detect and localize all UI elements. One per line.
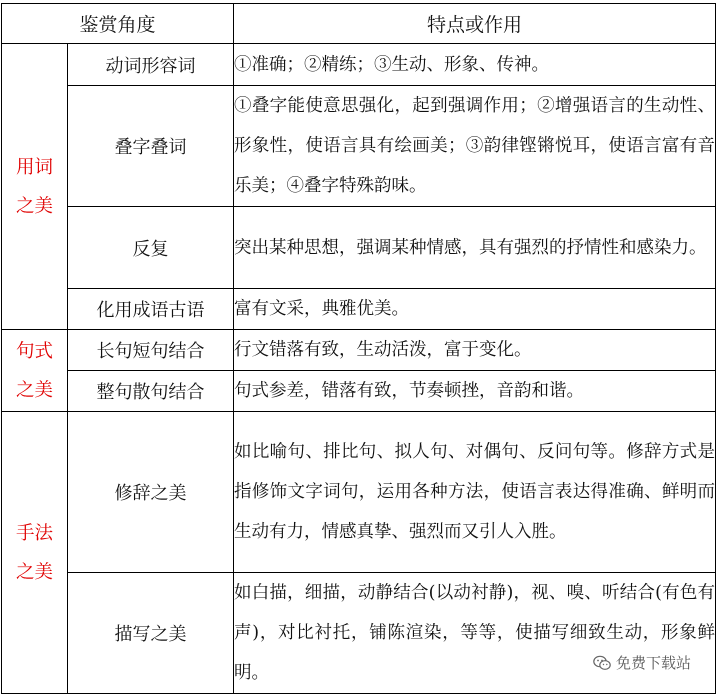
sub-angle: 修辞之美 — [68, 412, 234, 573]
table-row — [2, 371, 716, 412]
appreciation-table — [1, 3, 716, 694]
category-technique — [2, 412, 68, 694]
table-row — [2, 573, 716, 694]
category-sentence-line2: 之美 — [15, 379, 53, 401]
sub-angle: 动词形容词 — [68, 44, 234, 86]
sub-angle: 整句散句结合 — [68, 371, 234, 412]
sub-angle: 叠字叠词 — [68, 86, 234, 207]
header-row — [2, 4, 716, 44]
category-technique-line1: 手法 — [15, 522, 53, 544]
category-word-line1: 用词 — [15, 156, 53, 178]
watermark — [593, 652, 691, 673]
category-word — [2, 44, 68, 330]
header-angle: 鉴赏角度 — [2, 4, 234, 44]
category-technique-line2: 之美 — [15, 561, 53, 583]
table-row — [2, 207, 716, 289]
category-sentence-line1: 句式 — [15, 340, 53, 362]
watermark-text: 免费下载站 — [616, 654, 692, 672]
category-sentence — [2, 330, 68, 412]
wechat-icon — [593, 655, 611, 671]
table-row — [2, 44, 716, 86]
table-row — [2, 289, 716, 330]
sub-angle: 描写之美 — [68, 573, 234, 694]
description: 行文错落有致，生动活泼，富于变化。 — [234, 330, 716, 371]
table-row — [2, 330, 716, 371]
sub-angle: 反复 — [68, 207, 234, 289]
description: 富有文采，典雅优美。 — [234, 289, 716, 330]
description: ①准确；②精练；③生动、形象、传神。 — [234, 44, 716, 86]
description: 句式参差，错落有致，节奏顿挫，音韵和谐。 — [234, 371, 716, 412]
header-feature: 特点或作用 — [234, 4, 716, 44]
description: 如白描，细描，动静结合(以动衬静)，视、嗅、听结合(有色有声)，对比衬托，铺陈渲染，等等，使描写细致生动，形象鲜明。 — [234, 573, 716, 694]
sub-angle: 化用成语古语 — [68, 289, 234, 330]
description: ①叠字能使意思强化，起到强调作用；②增强语言的生动性、形象性，使语言具有绘画美；③韵律铿锵悦耳，使语言富有音乐美；④叠字特殊韵味。 — [234, 86, 716, 207]
table-row — [2, 86, 716, 207]
sub-angle: 长句短句结合 — [68, 330, 234, 371]
table-row — [2, 412, 716, 573]
description: 如比喻句、排比句、拟人句、对偶句、反问句等。修辞方式是指修饰文字词句，运用各种方法，使语言表达得准确、鲜明而生动有力，情感真挚、强烈而又引人入胜。 — [234, 412, 716, 573]
description: 突出某种思想，强调某种情感，具有强烈的抒情性和感染力。 — [234, 207, 716, 289]
category-word-line2: 之美 — [15, 195, 53, 217]
